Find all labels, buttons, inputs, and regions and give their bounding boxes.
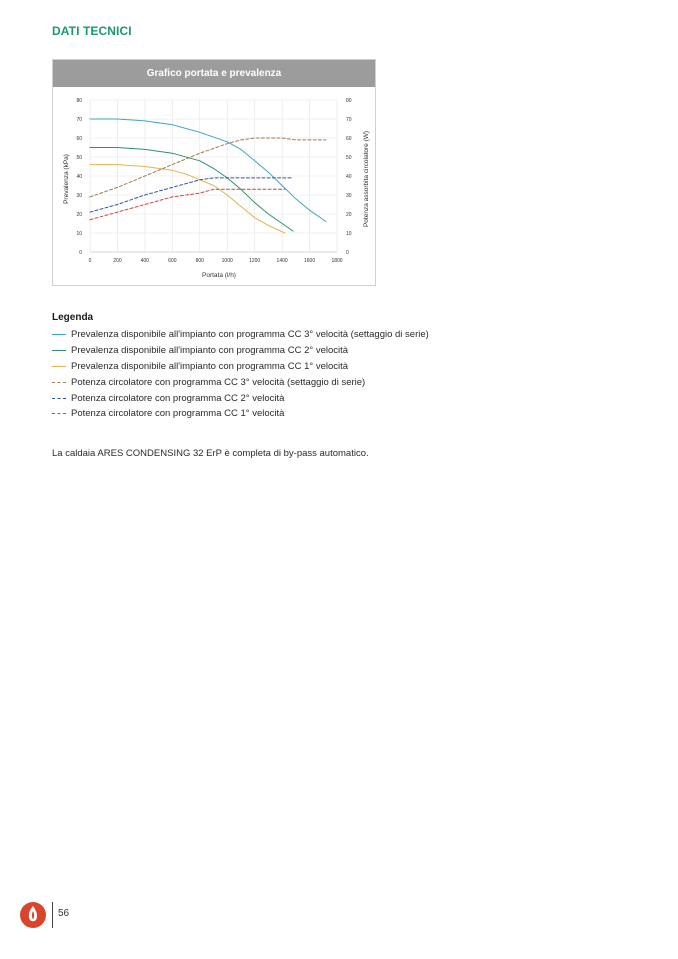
legend-label: Potenza circolatore con programma CC 1° velocità [71, 408, 285, 420]
y2-tick-label: 10 [346, 231, 352, 237]
y-tick-label: 20 [76, 212, 82, 218]
y2-tick-label: 40 [346, 174, 352, 180]
flame-logo-icon [19, 901, 47, 929]
y-tick-label: 0 [79, 250, 82, 256]
x-axis-label: Portata (l/h) [202, 272, 236, 279]
legend-label: Potenza circolatore con programma CC 3° velocità (settaggio di serie) [71, 376, 366, 388]
footer-divider [52, 902, 53, 928]
x-tick-label: 1800 [331, 258, 343, 264]
y-tick-label: 70 [76, 117, 82, 123]
section-title: DATI TECNICI [52, 24, 132, 38]
y-tick-label: 10 [76, 231, 82, 237]
y-tick-label: 50 [76, 155, 82, 161]
chart-svg [53, 60, 375, 285]
legend-swatch [52, 350, 66, 351]
legend-swatch [52, 334, 66, 335]
legend-label: Prevalenza disponibile all'impianto con programma CC 3° velocità (settaggio di serie) [71, 329, 429, 341]
chart-title: Grafico portata e prevalenza [53, 60, 375, 87]
legend-label: Potenza circolatore con programma CC 2° velocità [71, 392, 285, 404]
chart-panel [52, 59, 376, 286]
y2-tick-label: 30 [346, 193, 352, 199]
legend-title: Legenda [52, 312, 94, 323]
x-tick-label: 1200 [249, 258, 261, 264]
y2-tick-label: 70 [346, 117, 352, 123]
x-tick-label: 600 [168, 258, 177, 264]
x-tick-label: 1600 [303, 258, 316, 264]
x-tick-label: 1400 [276, 258, 288, 264]
legend-item [52, 327, 429, 343]
y2-tick-label: 80 [346, 98, 352, 104]
legend-item [52, 374, 429, 390]
x-tick-label: 400 [140, 258, 150, 264]
y-tick-label: 80 [76, 98, 82, 104]
page-number: 56 [58, 908, 70, 919]
legend-swatch [52, 398, 66, 399]
y-tick-label: 30 [76, 193, 82, 199]
legend-label: Prevalenza disponibile all'impianto con programma CC 2° velocità [71, 345, 349, 357]
bypass-note: La caldaia ARES CONDENSING 32 ErP è completa di by-pass automatico. [52, 448, 369, 459]
x-tick-label: 800 [195, 258, 204, 264]
y2-tick-label: 20 [346, 212, 352, 218]
y2-tick-label: 0 [346, 250, 349, 256]
legend-swatch [52, 382, 66, 383]
y-tick-label: 60 [76, 136, 82, 142]
legend-swatch [52, 413, 66, 414]
y-tick-label: 40 [76, 174, 82, 180]
legend-swatch [52, 366, 66, 367]
x-tick-label: 200 [113, 258, 122, 264]
legend-label: Prevalenza disponibile all'impianto con programma CC 1° velocità [71, 360, 349, 372]
y2-axis-label: Potenza assorbita circolatore (W) [363, 130, 370, 228]
legend-list [52, 327, 429, 422]
y2-tick-label: 50 [346, 155, 352, 161]
x-tick-label: 0 [88, 258, 92, 264]
legend-item [52, 343, 429, 359]
y-axis-label: Prevalenza (kPa) [63, 154, 70, 204]
y2-tick-label: 60 [346, 136, 352, 142]
legend-item [52, 359, 429, 375]
chart-grid [90, 100, 337, 252]
legend-item [52, 406, 429, 422]
x-tick-label: 1000 [221, 258, 233, 264]
legend-item [52, 390, 429, 406]
